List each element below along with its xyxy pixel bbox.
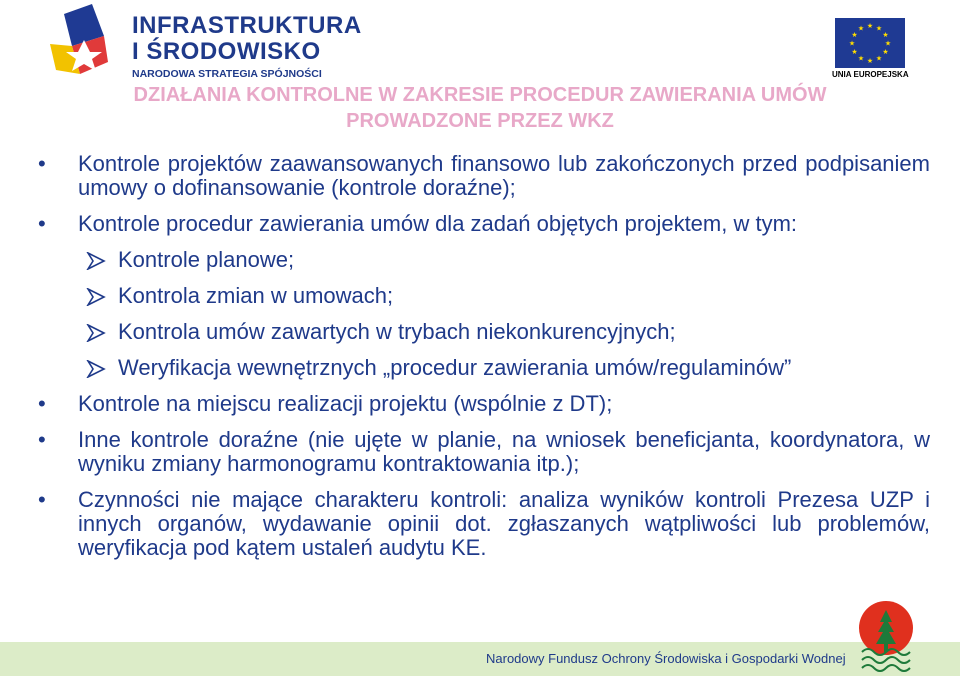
eu-logo (832, 18, 908, 82)
arrow-bullet-icon (86, 288, 106, 306)
logo-subtitle: NARODOWA STRATEGIA SPÓJNOŚCI (132, 68, 322, 80)
nfosigw-logo-icon (854, 600, 918, 672)
bullet-icon: • (38, 151, 46, 176)
heading-line2: PROWADZONE PRZEZ WKZ (346, 110, 614, 132)
sub-bullet-text-1: Kontrole planowe; (118, 247, 295, 272)
bullet-text-5: Czynności nie mające charakteru kontroli: analiza wyników kontroli Prezesa UZP i innych organów, wydawanie opinii dot. zgłaszanych wątpliwości lub problemów, weryfikacja pod kątem ustaleń audytu KE. (78, 487, 930, 560)
sub-bullet-item (30, 248, 930, 272)
svg-text:★: ★ (882, 48, 889, 56)
bullet-text-3: Kontrole na miejscu realizacji projektu (wspólnie z DT); (78, 391, 613, 416)
sub-bullet-item (30, 284, 930, 308)
bullet-icon: • (38, 487, 46, 512)
arrow-bullet-icon (86, 252, 106, 270)
arrow-bullet-icon (86, 360, 106, 378)
svg-text:★: ★ (866, 22, 874, 30)
svg-text:★: ★ (857, 24, 865, 33)
bullet-list (30, 152, 930, 560)
sub-bullet-item (30, 320, 930, 344)
svg-text:★: ★ (884, 39, 892, 48)
eu-label: UNIA EUROPEJSKA (832, 70, 909, 79)
heading-line1: DZIAŁANIA KONTROLNE W ZAKRESIE PROCEDUR ZAWIERANIA UMÓW (133, 84, 827, 106)
arrow-bullet-icon (86, 324, 106, 342)
bullet-item (30, 392, 930, 416)
sub-bullet-text-2: Kontrola zmian w umowach; (118, 283, 394, 308)
bullet-item (30, 212, 930, 236)
svg-text:★: ★ (875, 24, 883, 33)
bullet-text-4: Inne kontrole doraźne (nie ujęte w planie, na wniosek beneficjanta, koordynatora, w wyniku zmiany harmonogramu kontraktowania itp.); (78, 427, 930, 476)
svg-text:★: ★ (866, 57, 874, 65)
bullet-icon: • (38, 391, 46, 416)
svg-text:★: ★ (851, 31, 858, 39)
logo-title-line1: INFRASTRUKTURA (132, 12, 362, 39)
svg-text:★: ★ (848, 39, 856, 48)
eu-flag-icon (835, 18, 905, 68)
nss-star-logo-icon (44, 4, 124, 82)
svg-text:★: ★ (857, 54, 865, 63)
sub-bullet-item (30, 356, 930, 380)
logo-title-line2: I ŚRODOWISKO (132, 38, 321, 65)
sub-bullet-text-4: Weryfikacja wewnętrznych „procedur zawierania umów/regulaminów” (118, 355, 792, 380)
svg-text:★: ★ (882, 31, 889, 39)
bullet-icon: • (38, 427, 46, 452)
bullet-text-2: Kontrole procedur zawierania umów dla zadań objętych projektem, w tym: (78, 211, 798, 236)
sub-bullet-text-3: Kontrola umów zawartych w trybach niekonkurencyjnych; (118, 319, 676, 344)
bullet-item (30, 488, 930, 560)
bullet-text-1: Kontrole projektów zaawansowanych finansowo lub zakończonych przed podpisaniem umowy o dofinansowanie (kontrole doraźne); (78, 151, 930, 200)
bullet-item (30, 428, 930, 476)
infrastruktura-srodowisko-logo (40, 4, 362, 82)
page-heading (20, 82, 940, 134)
svg-text:★: ★ (875, 54, 883, 63)
bullet-item (30, 152, 930, 200)
footer-text: Narodowy Fundusz Ochrony Środowiska i Gospodarki Wodnej (486, 651, 846, 666)
svg-text:★: ★ (851, 48, 858, 56)
bullet-icon: • (38, 211, 46, 236)
